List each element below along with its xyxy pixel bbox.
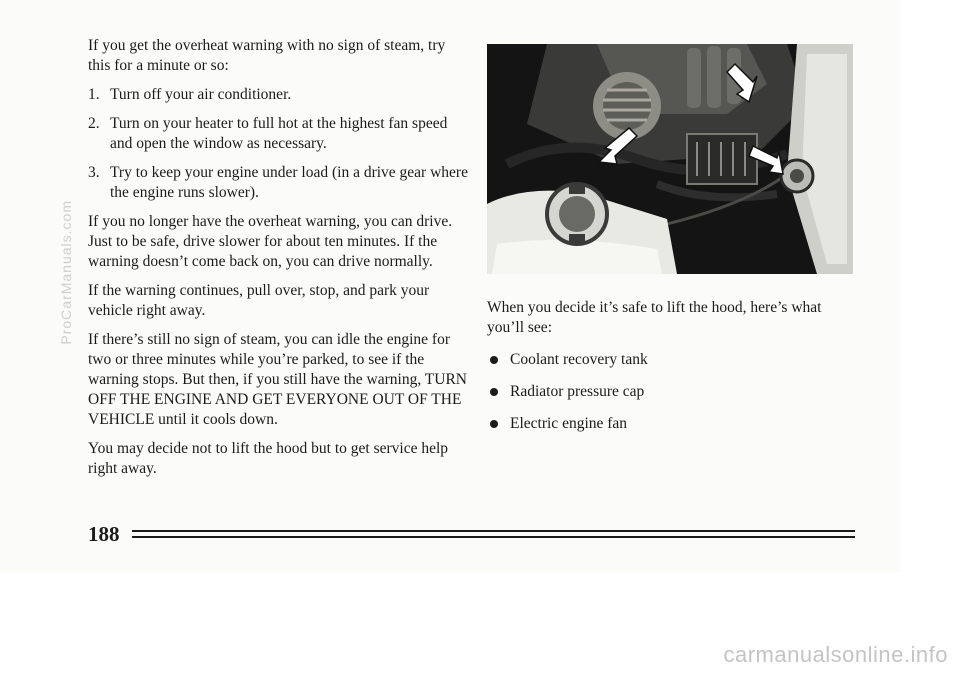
component-label: Coolant recovery tank <box>510 351 648 368</box>
warning-continues-paragraph: If the warning continues, pull over, stop, and park your vehicle right away. <box>88 282 430 319</box>
side-watermark: ProCarManuals.com <box>58 200 74 345</box>
step-text: Turn on your heater to full hot at the highest fan speed and open the window as necessary. <box>110 115 448 152</box>
component-label: Radiator pressure cap <box>510 383 645 400</box>
intro-paragraph: If you get the overheat warning with no sign of steam, try this for a minute or so: <box>88 37 446 74</box>
steps-list <box>88 85 468 203</box>
list-item <box>487 350 857 370</box>
engine-compartment-photo <box>487 44 853 274</box>
component-label: Electric engine fan <box>510 415 628 432</box>
left-column <box>88 36 468 488</box>
right-column <box>487 298 857 446</box>
step-item <box>88 114 468 154</box>
engine-photo-illustration <box>487 44 853 274</box>
step-number: 1. <box>88 86 100 103</box>
footer-rule-bottom <box>132 536 855 538</box>
no-longer-warning-paragraph: If you no longer have the overheat warning, you can drive. Just to be safe, drive slower for about ten minutes. If the warning doesn’t come back on, you can drive normally. <box>88 213 453 270</box>
list-item <box>487 414 857 434</box>
bullet-icon <box>490 420 498 428</box>
step-item <box>88 85 468 105</box>
site-watermark: carmanualsonline.info <box>723 642 948 667</box>
step-text: Turn off your air conditioner. <box>110 86 292 103</box>
bullet-icon <box>490 356 498 364</box>
page-footer <box>88 522 855 546</box>
step-item <box>88 163 468 203</box>
hood-intro-paragraph: When you decide it’s safe to lift the hood, here’s what you’ll see: <box>487 299 822 336</box>
service-paragraph: You may decide not to lift the hood but to get service help right away. <box>88 440 449 477</box>
bullet-icon <box>490 388 498 396</box>
page-number: 188 <box>88 522 120 546</box>
list-item <box>487 382 857 402</box>
step-text: Try to keep your engine under load (in a drive gear where the engine runs slower). <box>110 164 468 201</box>
step-number: 3. <box>88 164 100 181</box>
idle-engine-paragraph: If there’s still no sign of steam, you can idle the engine for two or three minutes while you’re parked, to see if the warning stops. But then, if you still have the warning, TURN OFF THE ENGINE AND GET EVERYONE OUT OF THE VEHICLE until it cools down. <box>88 331 467 428</box>
footer-rule-top <box>132 530 855 532</box>
step-number: 2. <box>88 115 100 132</box>
components-list <box>487 350 857 434</box>
